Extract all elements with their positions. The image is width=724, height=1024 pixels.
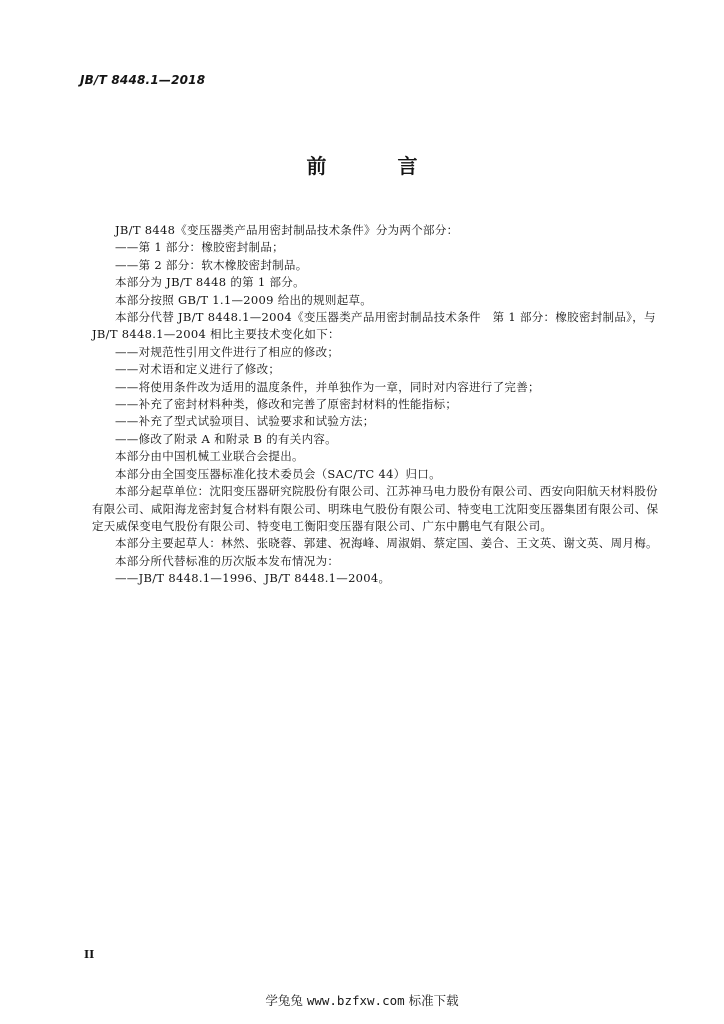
footer-site-name: 学兔兔 bbox=[265, 993, 303, 1008]
list-item-change-6: ——修改了附录 A 和附录 B 的有关内容。 bbox=[115, 431, 337, 446]
list-item-change-4: ——补充了密封材料种类，修改和完善了原密封材料的性能指标； bbox=[115, 397, 458, 412]
footer-tagline: 标准下载 bbox=[408, 993, 459, 1008]
list-item-change-3: ——将使用条件改为适用的温度条件，并单独作为一章，同时对内容进行了完善； bbox=[115, 379, 540, 394]
paragraph-proposer: 本部分由中国机械工业联合会提出。 bbox=[115, 449, 304, 464]
paragraph-drafting-units: 本部分起草单位：沈阳变压器研究院股份有限公司、江苏神马电力股份有限公司、西安向阳航天材料股份有限公司、咸阳海龙密封复合材料有限公司、明珠电气股份有限公司、特变电工沈阳变压器集团有限公司、保定天威保变电气股份有限公司、特变电工衡阳变压器有限公司、广东中鹏电气有限公司。 bbox=[92, 484, 659, 533]
list-item-change-2: ——对术语和定义进行了修改； bbox=[115, 362, 281, 377]
paragraph-history: 本部分所代替标准的历次版本发布情况为： bbox=[115, 553, 340, 568]
list-item-change-5: ——补充了型式试验项目、试验要求和试验方法； bbox=[115, 414, 375, 429]
paragraph-drafting-rules: 本部分按照 GB/T 1.1—2009 给出的规则起草。 bbox=[115, 292, 373, 307]
paragraph-intro: JB/T 8448《变压器类产品用密封制品技术条件》分为两个部分： bbox=[115, 223, 459, 237]
paragraph-drafters: 本部分主要起草人：林然、张晓蓉、郭建、祝海峰、周淑娟、蔡定国、姜合、王文英、谢文英、周月梅。 bbox=[115, 536, 658, 551]
foreword-body bbox=[92, 222, 660, 588]
list-item-change-1: ——对规范性引用文件进行了相应的修改； bbox=[115, 344, 340, 359]
list-item-part-1: ——第 1 部分：橡胶密封制品； bbox=[115, 240, 284, 255]
paragraph-part-statement: 本部分为 JB/T 8448 的第 1 部分。 bbox=[115, 275, 305, 290]
page-number: II bbox=[84, 948, 95, 961]
paragraph-committee: 本部分由全国变压器标准化技术委员会（SAC/TC 44）归口。 bbox=[115, 466, 441, 481]
watermark-footer bbox=[0, 993, 724, 1009]
page-title: 前 言 bbox=[306, 154, 450, 178]
list-item-history: ——JB/T 8448.1—1996、JB/T 8448.1—2004。 bbox=[115, 571, 391, 586]
paragraph-replacement: 本部分代替 JB/T 8448.1—2004《变压器类产品用密封制品技术条件 第 1 部分：橡胶密封制品》，与 JB/T 8448.1—2004 相比主要技术变化如下： bbox=[92, 310, 656, 342]
standard-number: JB/T 8448.1—2018 bbox=[80, 73, 206, 87]
footer-url[interactable]: www.bzfxw.com bbox=[306, 993, 405, 1008]
list-item-part-2: ——第 2 部分：软木橡胶密封制品。 bbox=[115, 257, 308, 272]
